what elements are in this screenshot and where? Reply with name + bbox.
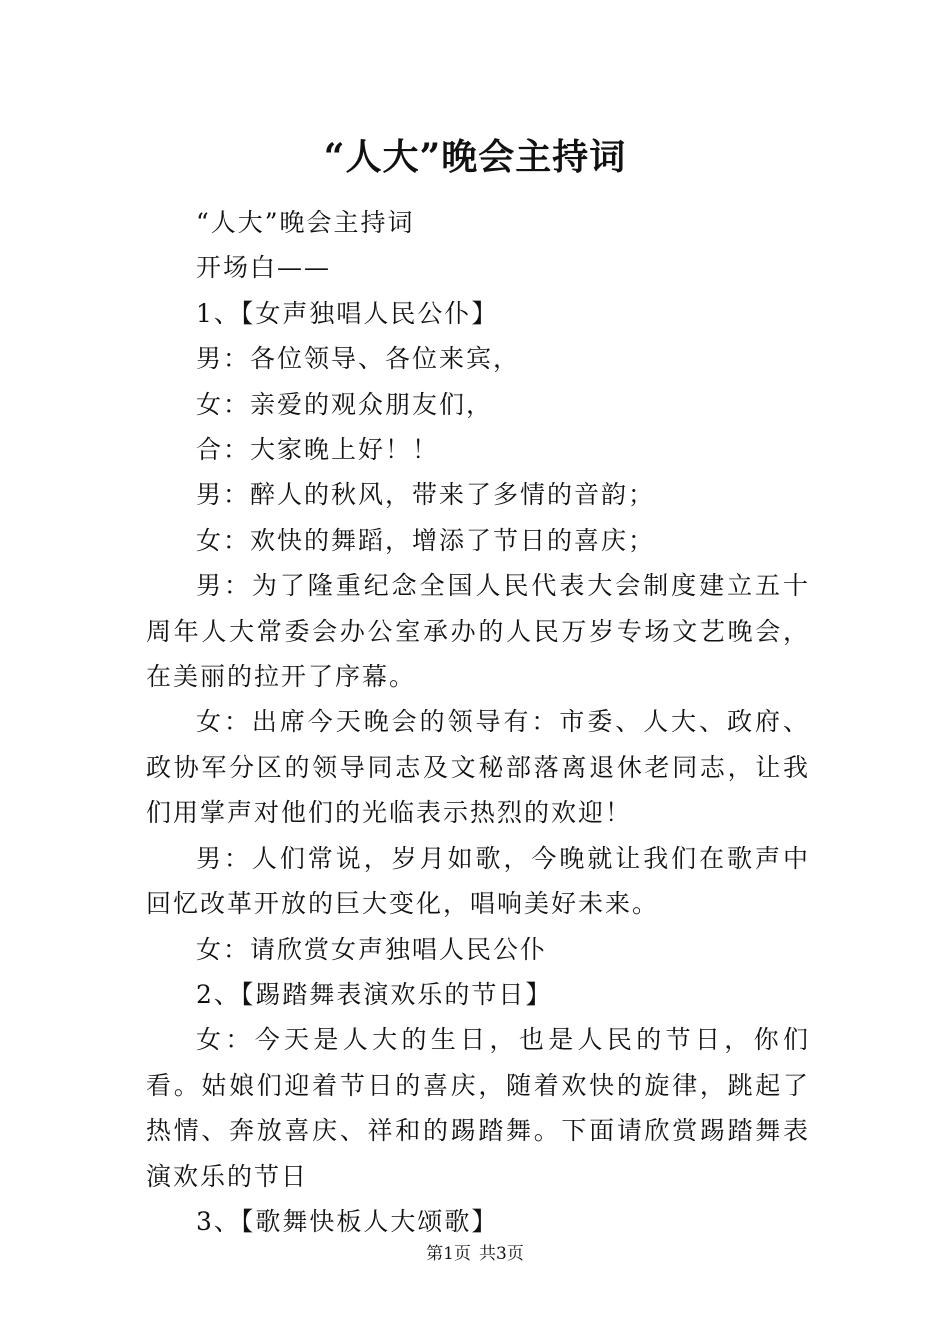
page-title: “人大”晚会主持词 <box>323 136 627 178</box>
page-total: 共3页 <box>479 1244 524 1264</box>
page-number: 第1页 <box>426 1244 471 1264</box>
paragraph: 男：醉人的秋风，带来了多情的音韵； <box>196 480 656 510</box>
paragraph: 开场白—— <box>196 253 332 283</box>
paragraph: 1、【女声独唱人民公仆】 <box>196 298 499 328</box>
paragraph: 女：今天是人大的生日，也是人民的节日，你们看。姑娘们迎着节日的喜庆，随着欢快的旋律，跳起了热情、奔放喜庆、祥和的踢踏舞。下面请欣赏踢踏舞表演欢乐的节日 <box>146 1025 810 1191</box>
paragraph: 女：请欣赏女声独唱人民公仆 <box>196 934 548 964</box>
paragraph: 男：各位领导、各位来宾， <box>196 344 521 374</box>
paragraph: 3、【歌舞快板人大颂歌】 <box>196 1206 499 1236</box>
paragraph: 2、【踢踏舞表演欢乐的节日】 <box>196 979 553 1009</box>
paragraph: 女：欢快的舞蹈，增添了节日的喜庆； <box>196 525 656 555</box>
paragraph: 女：亲爱的观众朋友们， <box>196 389 494 419</box>
paragraph: “人大”晚会主持词 <box>196 208 415 237</box>
paragraph: 合：大家晚上好！！ <box>196 435 440 465</box>
document-body <box>146 200 810 1244</box>
paragraph: 男：人们常说，岁月如歌，今晚就让我们在歌声中回忆改革开放的巨大变化，唱响美好未来。 <box>146 843 810 919</box>
paragraph: 男：为了隆重纪念全国人民代表大会制度建立五十周年人大常委会办公室承办的人民万岁专场文艺晚会，在美丽的拉开了序幕。 <box>146 571 810 692</box>
page-footer <box>0 1242 950 1266</box>
paragraph: 女：出席今天晚会的领导有：市委、人大、政府、政协军分区的领导同志及文秘部落离退休老同志，让我们用掌声对他们的光临表示热烈的欢迎！ <box>146 707 810 828</box>
